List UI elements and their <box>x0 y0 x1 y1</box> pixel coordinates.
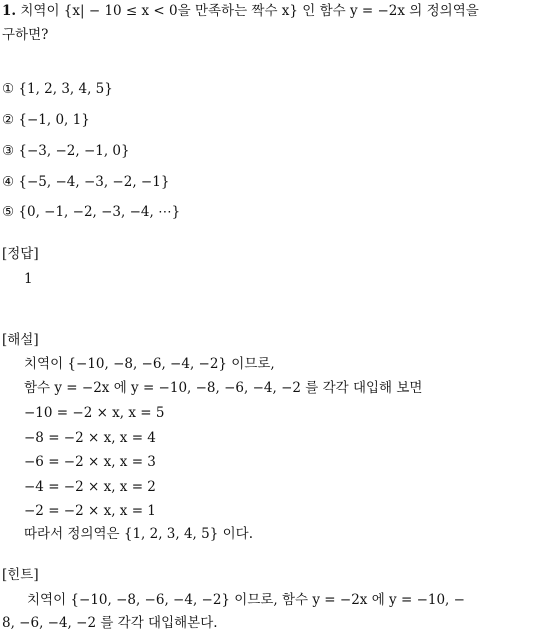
question-text: 치역이 {x| − 10 ≤ x < 0을 만족하는 짝수 x} 인 함수 y = −2x 의 정의역을 <box>20 3 479 19</box>
hint-line-1: 치역이 {−10, −8, −6, −4, −2} 이므로, 함수 y = −2x 에 y = −10, − <box>27 592 465 608</box>
choice-1[interactable]: ① {1, 2, 3, 4, 5} <box>2 81 113 97</box>
answer-header: [정답] <box>2 246 39 262</box>
question-line-1 <box>2 1 479 21</box>
explanation-line: 치역이 {−10, −8, −6, −4, −2} 이므로, <box>24 356 275 372</box>
explanation-line: −10 = −2 × x, x = 5 <box>24 405 165 421</box>
choice-4[interactable]: ④ {−5, −4, −3, −2, −1} <box>2 174 170 190</box>
explanation-header: [해설] <box>2 332 39 348</box>
explanation-line: −2 = −2 × x, x = 1 <box>24 503 156 519</box>
hint-line-2: 8, −6, −4, −2 를 각각 대입해본다. <box>2 615 218 631</box>
explanation-line: −4 = −2 × x, x = 2 <box>24 479 156 495</box>
hint-header: [힌트] <box>2 567 39 583</box>
explanation-line: 함수 y = −2x 에 y = −10, −8, −6, −4, −2 를 각각 대입해 보면 <box>24 380 423 396</box>
choice-2[interactable]: ② {−1, 0, 1} <box>2 112 90 128</box>
choice-5[interactable]: ⑤ {0, −1, −2, −3, −4, ⋯} <box>2 204 181 220</box>
choice-3[interactable]: ③ {−3, −2, −1, 0} <box>2 143 130 159</box>
explanation-line: −8 = −2 × x, x = 4 <box>24 430 156 446</box>
question-line-2: 구하면? <box>2 27 49 43</box>
explanation-line: 따라서 정의역은 {1, 2, 3, 4, 5} 이다. <box>24 526 253 542</box>
question-number: 1. <box>2 3 17 19</box>
explanation-line: −6 = −2 × x, x = 3 <box>24 454 156 470</box>
answer-value: 1 <box>24 271 33 287</box>
